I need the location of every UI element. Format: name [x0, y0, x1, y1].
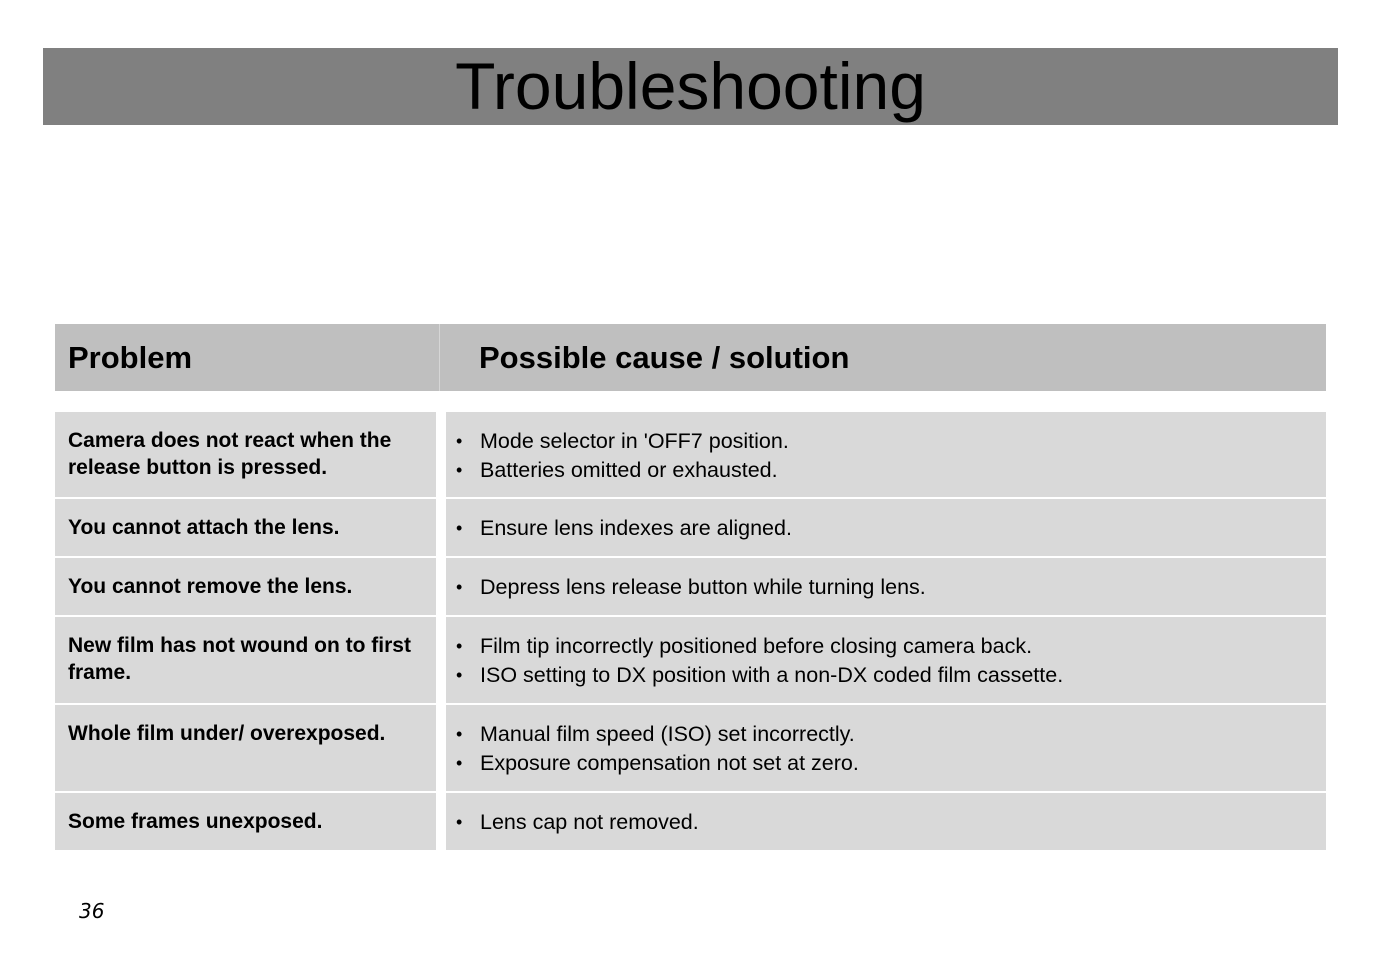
cause-cell [446, 412, 1326, 497]
cause-list [456, 632, 1063, 689]
cause-text: Depress lens release button while turning lens. [480, 575, 926, 599]
cause-text: Mode selector in 'OFF7 position. [480, 429, 789, 453]
cause-text: Film tip incorrectly positioned before closing camera back. [480, 634, 1033, 658]
table-row [55, 558, 1326, 615]
bullet-icon: • [456, 431, 463, 451]
header-problem: Problem [68, 340, 193, 375]
table-row [55, 412, 1326, 497]
bullet-icon: • [456, 459, 463, 480]
cause-text: Manual film speed (ISO) set incorrectly. [480, 722, 855, 746]
problem-text: Camera does not react when the release button is pressed. [68, 429, 392, 479]
cause-cell [446, 705, 1326, 791]
problem-cell [55, 705, 436, 791]
list-item [456, 720, 859, 749]
problem-cell [55, 558, 436, 615]
list-item [456, 632, 1063, 661]
table-row [55, 499, 1326, 556]
cause-text: Exposure compensation not set at zero. [480, 750, 859, 775]
header-divider [439, 324, 440, 391]
cause-list [456, 573, 926, 602]
list-item [456, 427, 789, 456]
problem-text: Whole film under/ overexposed. [68, 722, 386, 745]
bullet-icon: • [456, 752, 463, 773]
cause-cell [446, 793, 1326, 850]
cause-cell [446, 617, 1326, 703]
list-item [456, 661, 1063, 690]
troubleshooting-table [55, 412, 1326, 852]
problem-text: Some frames unexposed. [68, 810, 323, 833]
cause-text: Batteries omitted or exhausted. [480, 457, 778, 482]
problem-text: You cannot remove the lens. [68, 575, 353, 598]
title-bar [43, 48, 1338, 125]
page-title: Troubleshooting [455, 49, 926, 123]
list-item [456, 573, 926, 602]
bullet-icon: • [456, 636, 463, 656]
cause-list [456, 514, 792, 543]
table-row [55, 705, 1326, 791]
header-cause: Possible cause / solution [479, 340, 850, 375]
bullet-icon: • [456, 518, 463, 538]
list-item [456, 749, 859, 778]
list-item [456, 456, 789, 485]
problem-text: New film has not wound on to first frame. [68, 634, 411, 684]
page-number: 36 [79, 899, 105, 923]
bullet-icon: • [456, 812, 463, 832]
list-item [456, 808, 699, 837]
list-item [456, 514, 792, 543]
table-row [55, 617, 1326, 703]
table-row [55, 793, 1326, 850]
problem-cell [55, 617, 436, 703]
cause-text: ISO setting to DX position with a non-DX coded film cassette. [480, 662, 1064, 687]
problem-text: You cannot attach the lens. [68, 516, 340, 539]
cause-text: Lens cap not removed. [480, 810, 699, 834]
cause-list [456, 720, 859, 777]
cause-cell [446, 499, 1326, 556]
table-header [55, 324, 1326, 391]
cause-text: Ensure lens indexes are aligned. [480, 516, 792, 540]
bullet-icon: • [456, 724, 463, 744]
cause-cell [446, 558, 1326, 615]
problem-cell [55, 499, 436, 556]
problem-cell [55, 793, 436, 850]
problem-cell [55, 412, 436, 497]
bullet-icon: • [456, 664, 463, 685]
cause-list [456, 808, 699, 837]
cause-list [456, 427, 789, 484]
bullet-icon: • [456, 577, 463, 597]
